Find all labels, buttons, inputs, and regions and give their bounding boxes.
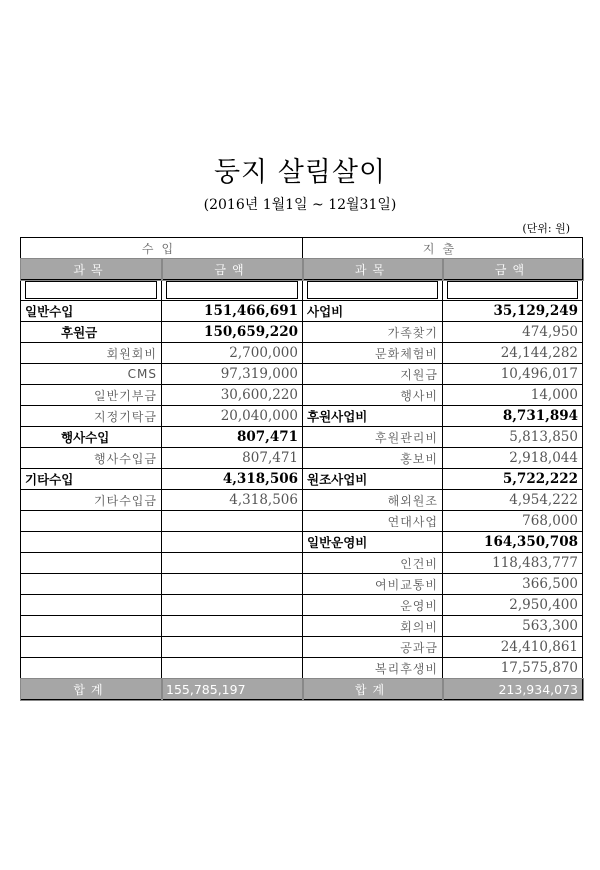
expense-amount-cell: 8,731,894 [443, 406, 583, 427]
budget-table [20, 237, 583, 700]
table-row [21, 490, 583, 511]
expense-amount-cell: 366,500 [443, 574, 583, 595]
income-total-label: 합계 [21, 679, 162, 700]
expense-subject-cell: 여비교통비 [303, 574, 443, 595]
income-amount-cell: 151,466,691 [162, 301, 303, 322]
blank-cell [25, 281, 157, 299]
table-row [21, 658, 583, 679]
totals-row [21, 679, 583, 700]
expense-subject-cell: 사업비 [303, 301, 443, 322]
section-header-row [21, 238, 583, 259]
income-subject-cell [21, 658, 162, 679]
blank-cell [166, 281, 298, 299]
expense-header: 지출 [303, 238, 583, 259]
expense-amount-cell: 2,950,400 [443, 595, 583, 616]
income-amount-cell [162, 511, 303, 532]
expense-subject-cell: 가족찾기 [303, 322, 443, 343]
income-subject-cell: 후원금 [21, 322, 162, 343]
expense-amount-cell: 164,350,708 [443, 532, 583, 553]
expense-subject-cell: 인건비 [303, 553, 443, 574]
expense-amount-cell: 10,496,017 [443, 364, 583, 385]
expense-subject-cell: 복리후생비 [303, 658, 443, 679]
income-subject-cell [21, 637, 162, 658]
expense-amount-cell: 118,483,777 [443, 553, 583, 574]
income-amount-cell: 4,318,506 [162, 469, 303, 490]
income-amount-cell [162, 637, 303, 658]
expense-amount-cell: 2,918,044 [443, 448, 583, 469]
income-amount-cell [162, 532, 303, 553]
table-row [21, 301, 583, 322]
expense-subject-cell: 일반운영비 [303, 532, 443, 553]
expense-subject-cell: 지원금 [303, 364, 443, 385]
income-subject-cell: 회원회비 [21, 343, 162, 364]
expense-subject-cell: 원조사업비 [303, 469, 443, 490]
income-subject-header: 과목 [21, 259, 162, 280]
income-amount-cell: 30,600,220 [162, 385, 303, 406]
page-title: 둥지 살림살이 [213, 157, 387, 188]
unit-label: (단위: 원) [522, 222, 570, 235]
income-subject-cell [21, 574, 162, 595]
expense-subject-cell: 후원관리비 [303, 427, 443, 448]
table-row [21, 637, 583, 658]
table-row [21, 574, 583, 595]
table-row [21, 322, 583, 343]
expense-subject-header: 과목 [303, 259, 443, 280]
income-subject-cell: 지정기탁금 [21, 406, 162, 427]
income-amount-cell: 20,040,000 [162, 406, 303, 427]
table-row [21, 406, 583, 427]
income-subject-cell [21, 511, 162, 532]
period-label: (2016년 1월1일 ~ 12월31일) [203, 197, 397, 213]
income-amount-cell [162, 616, 303, 637]
expense-amount-cell: 5,813,850 [443, 427, 583, 448]
expense-subject-cell: 연대사업 [303, 511, 443, 532]
table-row [21, 532, 583, 553]
income-amount-cell [162, 595, 303, 616]
income-amount-cell [162, 553, 303, 574]
income-amount-cell [162, 574, 303, 595]
expense-subject-cell: 행사비 [303, 385, 443, 406]
expense-subject-cell: 회의비 [303, 616, 443, 637]
expense-amount-cell: 17,575,870 [443, 658, 583, 679]
column-header-row [21, 259, 583, 280]
income-subject-cell: 일반수입 [21, 301, 162, 322]
expense-amount-cell: 563,300 [443, 616, 583, 637]
table-row [21, 448, 583, 469]
table-row [21, 385, 583, 406]
table-row [21, 343, 583, 364]
expense-total-label: 합계 [303, 679, 443, 700]
income-amount-header: 금액 [162, 259, 303, 280]
blank-cell [447, 281, 578, 299]
expense-amount-cell: 24,410,861 [443, 637, 583, 658]
expense-amount-cell: 768,000 [443, 511, 583, 532]
expense-subject-cell: 운영비 [303, 595, 443, 616]
income-amount-cell: 2,700,000 [162, 343, 303, 364]
income-subject-cell [21, 553, 162, 574]
expense-subject-cell: 해외원조 [303, 490, 443, 511]
income-subject-cell [21, 532, 162, 553]
income-total-amount: 155,785,197 [162, 679, 303, 700]
blank-input-row [21, 280, 583, 301]
income-header: 수입 [21, 238, 303, 259]
income-subject-cell: 기타수입금 [21, 490, 162, 511]
expense-amount-cell: 4,954,222 [443, 490, 583, 511]
expense-subject-cell: 홍보비 [303, 448, 443, 469]
expense-subject-cell: 공과금 [303, 637, 443, 658]
table-row [21, 511, 583, 532]
expense-amount-cell: 474,950 [443, 322, 583, 343]
income-subject-cell: 행사수입 [21, 427, 162, 448]
table-row [21, 595, 583, 616]
income-subject-cell: CMS [21, 364, 162, 385]
table-row [21, 553, 583, 574]
blank-cell [307, 281, 438, 299]
income-subject-cell: 기타수입 [21, 469, 162, 490]
income-amount-cell: 4,318,506 [162, 490, 303, 511]
expense-amount-cell: 24,144,282 [443, 343, 583, 364]
income-amount-cell: 807,471 [162, 427, 303, 448]
expense-total-amount: 213,934,073 [443, 679, 583, 700]
expense-amount-cell: 35,129,249 [443, 301, 583, 322]
income-subject-cell [21, 616, 162, 637]
income-amount-cell: 97,319,000 [162, 364, 303, 385]
expense-amount-cell: 14,000 [443, 385, 583, 406]
expense-subject-cell: 후원사업비 [303, 406, 443, 427]
table-row [21, 364, 583, 385]
table-row [21, 616, 583, 637]
income-subject-cell: 일반기부금 [21, 385, 162, 406]
income-amount-cell: 150,659,220 [162, 322, 303, 343]
table-row [21, 427, 583, 448]
income-amount-cell [162, 658, 303, 679]
expense-amount-cell: 5,722,222 [443, 469, 583, 490]
income-subject-cell: 행사수입금 [21, 448, 162, 469]
income-subject-cell [21, 595, 162, 616]
expense-subject-cell: 문화체험비 [303, 343, 443, 364]
income-amount-cell: 807,471 [162, 448, 303, 469]
expense-amount-header: 금액 [443, 259, 583, 280]
table-row [21, 469, 583, 490]
